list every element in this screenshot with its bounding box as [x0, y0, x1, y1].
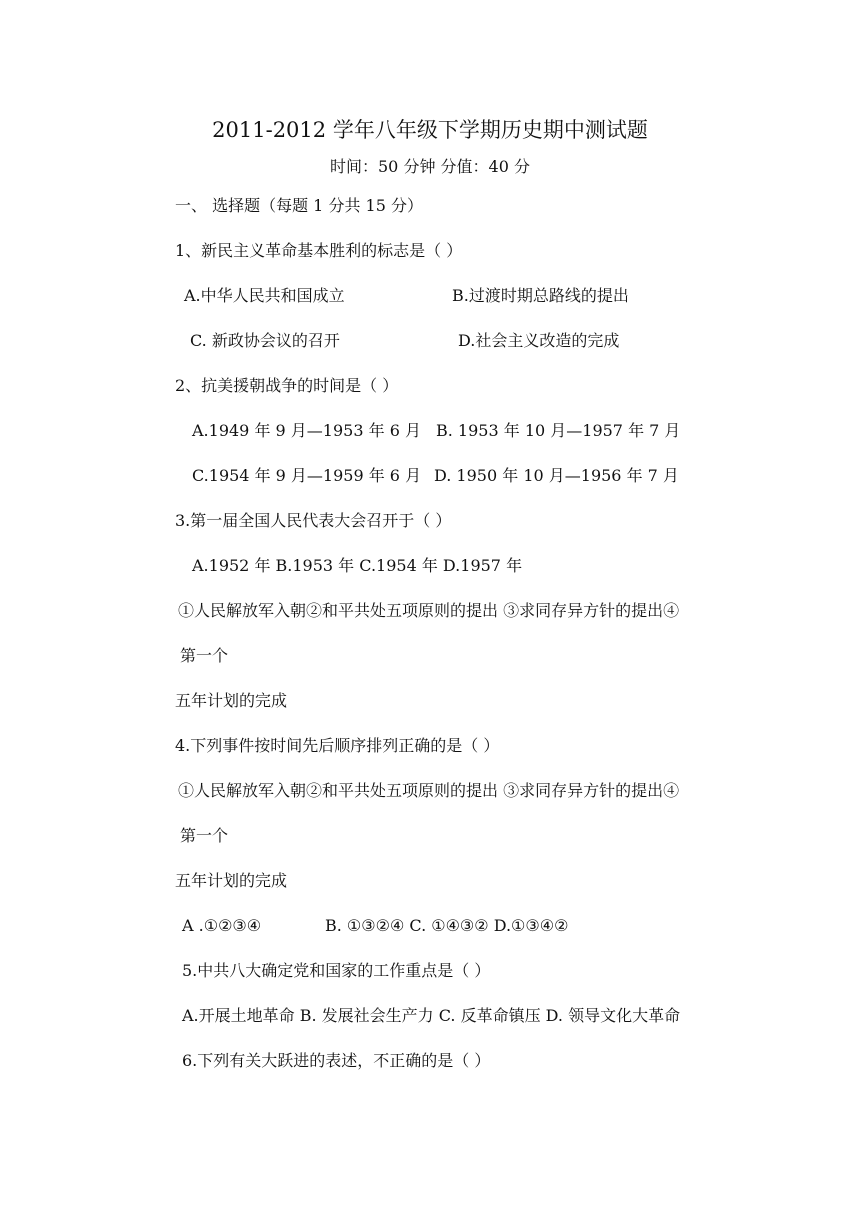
q5-stem: 5.中共八大确定党和国家的工作重点是（ ） [182, 961, 491, 980]
q2-option-b: B. 1953 年 10 月—1957 年 7 月 [436, 421, 681, 440]
q1-stem: 1、新民主义革命基本胜利的标志是（ ） [175, 241, 463, 260]
section-heading: 一、 选择题（每题 1 分共 15 分） [175, 196, 423, 215]
q4-events-line: ①人民解放军入朝②和平共处五项原则的提出 ③求同存异方针的提出④ [178, 781, 680, 800]
stray-events-line: ①人民解放军入朝②和平共处五项原则的提出 ③求同存异方针的提出④ [178, 601, 680, 620]
q4-events-continuation: 第一个 [180, 826, 229, 845]
q3-options: A.1952 年 B.1953 年 C.1954 年 D.1957 年 [192, 556, 523, 575]
stray-events-end: 五年计划的完成 [175, 691, 288, 710]
q4-option-a: A .①②③④ [182, 916, 262, 935]
exam-title: 2011-2012 学年八年级下学期历史期中测试题 [212, 118, 648, 142]
q1-option-c: C. 新政协会议的召开 [190, 331, 340, 350]
q4-stem: 4.下列事件按时间先后顺序排列正确的是（ ） [175, 736, 500, 755]
q1-option-a: A.中华人民共和国成立 [184, 286, 345, 305]
q3-stem: 3.第一届全国人民代表大会召开于（ ） [175, 511, 452, 530]
q1-option-d: D.社会主义改造的完成 [458, 331, 620, 350]
exam-subtitle: 时间：50 分钟 分值：40 分 [330, 157, 530, 176]
q2-option-c: C.1954 年 9 月—1959 年 6 月 [192, 466, 422, 485]
q4-options-bcd: B. ①③②④ C. ①④③② D.①③④② [325, 916, 569, 935]
q4-events-end: 五年计划的完成 [175, 871, 288, 890]
q1-option-b: B.过渡时期总路线的提出 [452, 286, 629, 305]
q2-option-a: A.1949 年 9 月—1953 年 6 月 [192, 421, 421, 440]
q5-options: A.开展土地革命 B. 发展社会生产力 C. 反革命镇压 D. 领导文化大革命 [182, 1006, 681, 1025]
q2-option-d: D. 1950 年 10 月—1956 年 7 月 [434, 466, 679, 485]
q6-stem: 6.下列有关大跃进的表述，不正确的是（ ） [182, 1051, 491, 1070]
q2-stem: 2、抗美援朝战争的时间是（ ） [175, 376, 399, 395]
stray-events-continuation: 第一个 [180, 646, 229, 665]
